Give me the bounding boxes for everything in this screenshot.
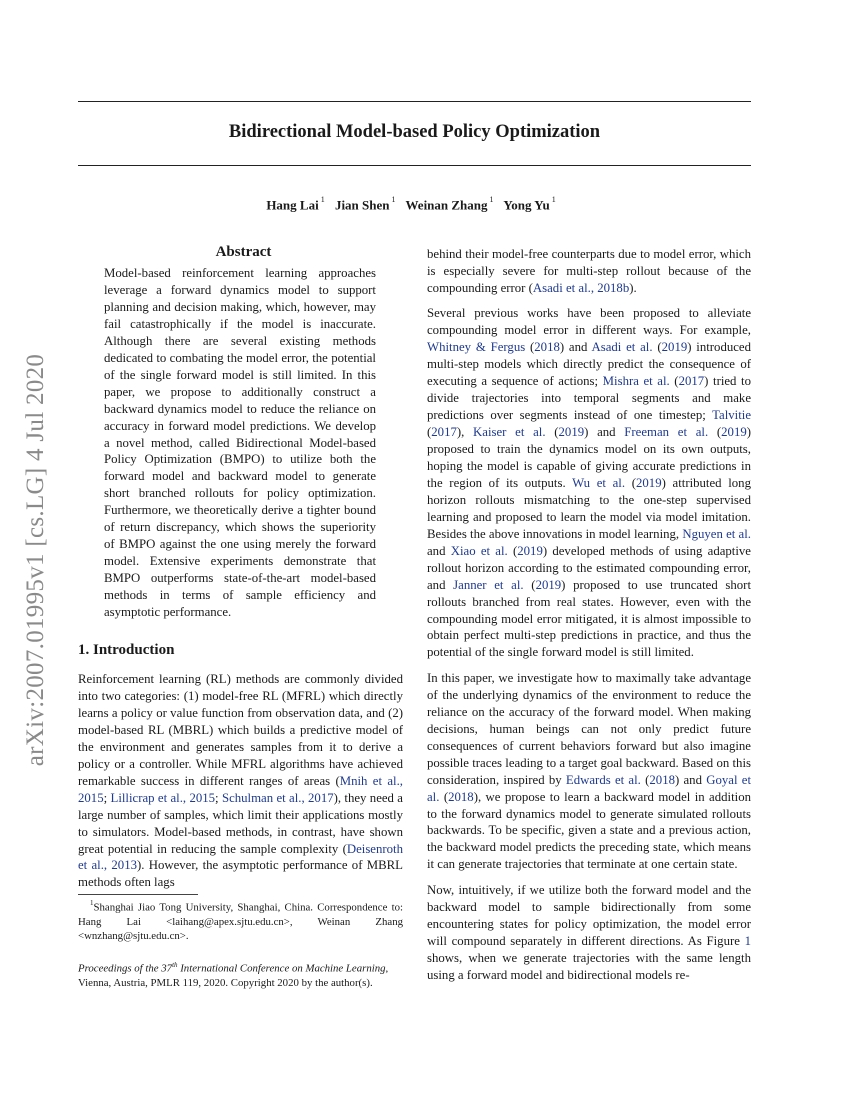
footnote-mark: 1	[90, 899, 94, 907]
intro-paragraph: Several previous works have been proposed to alleviate compounding model error in different ways. For example, Whitney & Fergus (2018) and Asadi et al. (2019) introduced multi-step models which directly predict the consequence of executing a sequence of actions; Mishra et al. (2017) tried to divide trajectories into temporal segments and make predictions over segments instead of one timestep; Talvitie (2017), Kaiser et al. (2019) and Freeman et al. (2019) proposed to train the dynamics model on its own outputs, hoping the model is capable of giving accurate predictions in the region of its outputs. Wu et al. (2019) attributed long horizon rollouts mismatching to the one-step supervised learning and proposed to learn the model via model imitation. Besides the above innovations in model learning, Nguyen et al. and Xiao et al. (2019) developed methods of using adaptive rollout horizon according to the estimated compounding error, and Janner et al. (2019) proposed to use truncated short rollouts branched from real states. However, even with the compounding model error mitigated, it is almost impossible to obtain perfect multi-step predictions in practice, and thus the potential of the single forward model is still limited.	[427, 306, 752, 660]
citation-link[interactable]: Janner et al.	[453, 577, 524, 592]
author: Yong Yu	[503, 197, 550, 213]
paper-title: Bidirectional Model-based Policy Optimization	[228, 122, 601, 142]
author: Jian Shen	[334, 197, 390, 213]
citation-link[interactable]: Xiao et al.	[450, 543, 508, 558]
citation-link[interactable]: 2017	[678, 374, 705, 389]
author: Hang Lai	[266, 197, 319, 213]
proceedings-rest: , Vienna, Austria, PMLR 119, 2020. Copyright 2020 by the author(s).	[78, 962, 389, 989]
intro-paragraph: In this paper, we investigate how to maximally take advantage of the underlying dynamics of the environment to reduce the reliance on the accuracy of the forward model. When making decisions, human beings can not only predict future consequences of current behaviors forward but also imagine possible traces leading to a target goal backward. Based on this consideration, inspired by Edwards et al. (2018) and Goyal et al. (2018), we propose to learn a backward model in addition to the forward dynamics model to generate simulated rollouts backwards. To be specific, given a state and a previous action, the backward model predicts the preceding state, which means it can generate trajectories that terminate at one certain state.	[427, 670, 751, 872]
citation-link[interactable]: Kaiser et al.	[473, 425, 546, 440]
citation-link[interactable]: 2018	[448, 789, 474, 804]
citation-link[interactable]: Nguyen et al.	[682, 526, 751, 541]
abstract-text	[104, 265, 376, 621]
citation-link[interactable]: 2019	[661, 340, 688, 355]
proceedings-sup: th	[172, 961, 178, 969]
citation-link[interactable]: Wu et al.	[572, 475, 626, 490]
affiliation-mark: 1	[320, 195, 325, 204]
arxiv-identifier: arXiv:2007.01995v1 [cs.LG] 4 Jul 2020	[22, 353, 49, 767]
citation-link[interactable]: 2017	[431, 425, 457, 440]
citation-link[interactable]: Whitney & Fergus	[427, 340, 526, 355]
author-list	[78, 197, 751, 213]
citation-link[interactable]: 2019	[721, 425, 747, 440]
citation-link[interactable]: Talvitie	[712, 408, 751, 423]
footnote-text: Shanghai Jiao Tong University, Shanghai, China. Correspondence to: Hang Lai <laihang@apex.sjtu.edu.cn>, Weinan Zhang <wnzhang@sjtu.edu.cn>.	[78, 901, 403, 942]
intro-left-column	[78, 671, 403, 891]
affiliation-mark: 1	[391, 195, 396, 204]
citation-link[interactable]: 2018	[534, 340, 560, 355]
author: Weinan Zhang	[405, 197, 488, 213]
citation-link[interactable]: Lillicrap et al., 2015	[110, 790, 216, 805]
intro-paragraph: behind their model-free counterparts due to model error, which is especially severe for multi-step rollout because of the compounding error (Asadi et al., 2018b).	[427, 247, 751, 295]
citation-link[interactable]: Schulman et al., 2017	[221, 790, 334, 805]
citation-link[interactable]: Goyal et al.	[427, 772, 751, 804]
citation-link[interactable]: 2019	[535, 577, 562, 592]
citation-link[interactable]: Asadi et al.	[591, 340, 653, 355]
footnote-rule	[78, 894, 198, 895]
affiliation-mark: 1	[489, 195, 494, 204]
citation-link[interactable]: Freeman et al.	[624, 425, 709, 440]
citation-link[interactable]: Edwards et al.	[565, 772, 641, 787]
proceedings-note	[78, 958, 403, 990]
proceedings-prefix: Proceedings of the 37	[78, 962, 173, 975]
citation-link[interactable]: Mnih et al., 2015	[78, 773, 404, 805]
citation-link[interactable]: Asadi et al., 2018b	[532, 280, 630, 295]
intro-paragraph: Now, intuitively, if we utilize both the forward model and the backward model to sample bidirectionally from some encountering states for policy optimization, the model error will compound separately in different directions. As Figure 1 shows, when we generate trajectories with the same length using a forward model and bidirectional models re-	[427, 882, 751, 982]
footnote	[78, 897, 403, 943]
section-heading-introduction: 1. Introduction	[78, 642, 175, 658]
abstract-paragraph: Model-based reinforcement learning approaches leverage a forward dynamics model to support planning and decision making, which, however, may fail catastrophically if the model is inaccurate. Although there are several existing methods dedicated to combating the model error, the potential of the single forward model is still limited. In this paper, we propose to additionally construct a backward dynamics model to reduce the reliance on accuracy in forward model predictions. We develop a novel method, called Bidirectional Model-based Policy Optimization (BMPO) to utilize both the forward model and backward model to generate short branched rollouts for policy optimization. Furthermore, we theoretically derive a tighter bound of return discrepancy, which shows the superiority of BMPO against the one using merely the forward model. Extensive experiments demonstrate that BMPO outperforms state-of-the-art model-based methods in terms of sample efficiency and asymptotic performance.	[104, 266, 376, 620]
title-bottom-rule	[78, 165, 751, 166]
intro-paragraph: Reinforcement learning (RL) methods are commonly divided into two categories: (1) model-free RL (MFRL) which directly learns a policy or value function from observation data, and (2) model-based RL (MBRL) which builds a predictive model of the environment and generates samples from it to derive a policy or a controller. While MFRL algorithms have achieved remarkable success in different ranges of areas (Mnih et al., 2015; Lillicrap et al., 2015; Schulman et al., 2017), they need a large number of samples, which limit their applications mostly to simulators. Model-based methods, in contrast, have shown great potential in reducing the sample complexity (Deisenroth et al., 2013). However, the asymptotic performance of MBRL methods often lags	[78, 672, 404, 890]
citation-link[interactable]: Deisenroth et al., 2013	[78, 841, 403, 873]
citation-link[interactable]: 2019	[517, 543, 543, 558]
citation-link[interactable]: 2019	[558, 425, 585, 440]
affiliation-mark: 1	[551, 195, 556, 204]
citation-link[interactable]: 2018	[649, 772, 675, 787]
citation-link[interactable]: 1	[744, 933, 751, 948]
title-top-rule	[78, 101, 751, 102]
abstract-heading: Abstract	[215, 244, 272, 260]
citation-link[interactable]: 2019	[636, 475, 662, 490]
intro-right-column	[427, 246, 751, 992]
proceedings-conference: International Conference on Machine Learning	[177, 962, 386, 975]
arxiv-sidebar	[10, 353, 62, 767]
citation-link[interactable]: Mishra et al.	[602, 374, 670, 389]
